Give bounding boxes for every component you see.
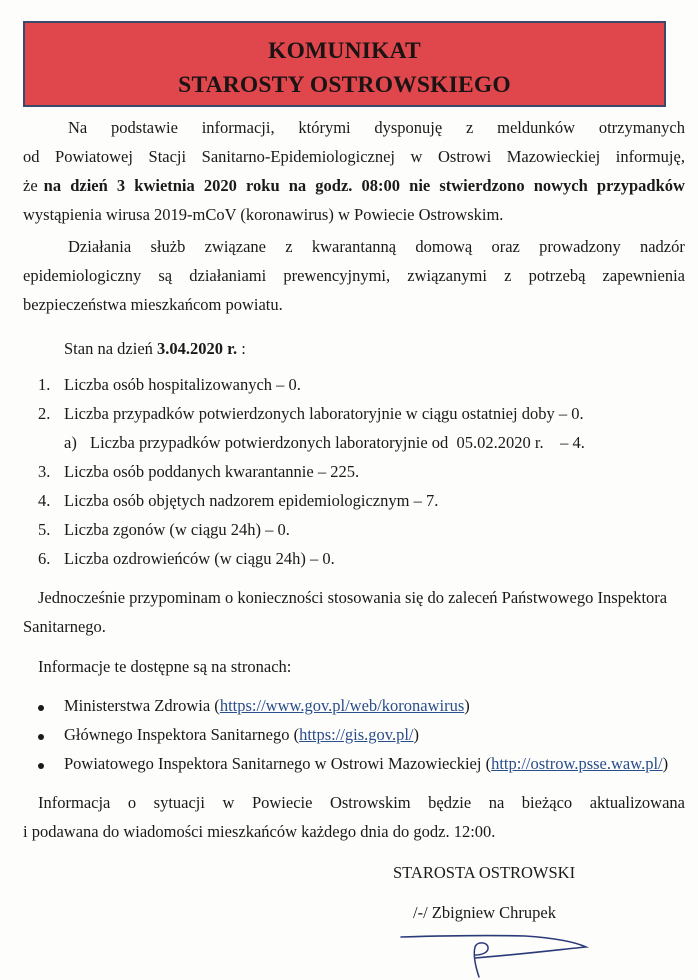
status-prefix: Stan na dzień	[64, 339, 158, 358]
word: w	[222, 793, 235, 812]
source-item-psse	[64, 756, 668, 773]
word: oraz	[491, 237, 520, 256]
stat-item-recovered: Liczba ozdrowieńców (w ciągu 24h) – 0.	[64, 549, 335, 568]
word: dzień	[70, 176, 108, 195]
stat-number: 1.	[38, 375, 51, 394]
intro-line-4: wystąpienia wirusa 2019-mCoV (koronawirus) w Powiecie Ostrowskim.	[23, 205, 504, 224]
word: Informacja	[38, 793, 111, 812]
word: będzie	[428, 793, 472, 812]
word: o	[127, 793, 137, 812]
update-line-2: i podawana do wiadomości mieszkańców każdego dnia do godz. 12:00.	[23, 822, 496, 841]
word: aktualizowana	[589, 793, 685, 812]
intro-line-2	[23, 149, 685, 166]
stat-item-surveillance: Liczba osób objętych nadzorem epidemiologicznym – 7.	[64, 491, 439, 510]
source-suffix: )	[662, 754, 669, 773]
word: Ostrowskim	[329, 793, 411, 812]
word: 08:00	[361, 176, 401, 195]
word: kwietnia	[134, 176, 195, 195]
word: nowych	[533, 176, 588, 195]
word: 3	[116, 176, 126, 195]
intro-prefix: że	[23, 176, 38, 195]
stat-number: 4.	[38, 491, 51, 510]
word: prowadzony	[539, 237, 621, 256]
reminder-line-1: Jednocześnie przypominam o konieczności stosowania się do zaleceń Państwowego Inspektora	[38, 588, 668, 607]
word: służb	[150, 237, 186, 256]
bullet-icon	[38, 734, 44, 740]
word: są	[158, 266, 173, 285]
word: Powiatowej	[55, 147, 133, 166]
word: na	[43, 176, 62, 195]
word: nadzór	[639, 237, 685, 256]
word: zapewnienia	[602, 266, 685, 285]
word: informuję,	[615, 147, 685, 166]
word: otrzymanych	[598, 118, 685, 137]
actions-line-1	[68, 239, 685, 256]
bullet-icon	[38, 763, 44, 769]
word: epidemiologiczny	[23, 266, 142, 285]
handwritten-signature-icon	[395, 925, 595, 980]
word: na	[288, 176, 307, 195]
source-label: Powiatowego Inspektora Sanitarnego w Ostrowi Mazowieckiej (	[64, 754, 492, 773]
word: Sanitarno-Epidemiologicznej	[201, 147, 395, 166]
signature-title: STAROSTA OSTROWSKI	[393, 863, 576, 882]
word: Mazowieckiej	[506, 147, 601, 166]
word: od	[23, 147, 40, 166]
update-line-1	[38, 795, 685, 812]
link-psse-ostrow[interactable]: http://ostrow.psse.waw.pl/	[491, 754, 663, 773]
stat-number: 3.	[38, 462, 51, 481]
word: z	[504, 266, 512, 285]
signature-name: /-/ Zbigniew Chrupek	[413, 903, 556, 922]
stat-item-deaths: Liczba zgonów (w ciągu 24h) – 0.	[64, 520, 290, 539]
word: z	[285, 237, 293, 256]
source-suffix: )	[413, 725, 420, 744]
intro-bold-statement	[44, 178, 685, 195]
header-title: KOMUNIKAT	[268, 38, 421, 64]
source-item-ministry	[64, 698, 470, 715]
actions-line-2	[23, 268, 685, 285]
stat-item-confirmed-total: Liczba przypadków potwierdzonych laboratoryjnie od 05.02.2020 r. – 4.	[90, 433, 585, 452]
word: Działania	[68, 237, 132, 256]
header-subtitle: STAROSTY OSTROWSKIEGO	[178, 72, 511, 98]
word: na	[488, 793, 505, 812]
header-banner	[23, 21, 666, 107]
word: Na	[68, 118, 88, 137]
word: przypadków	[596, 176, 685, 195]
status-date: 3.04.2020 r.	[157, 339, 238, 358]
source-label: Ministerstwa Zdrowia (	[64, 696, 220, 715]
word: potrzebą	[528, 266, 586, 285]
word: godz.	[315, 176, 353, 195]
source-item-gis	[64, 727, 419, 744]
intro-line-3	[23, 178, 685, 195]
word: prewencyjnymi,	[283, 266, 391, 285]
bullet-icon	[38, 705, 44, 711]
word: związane	[204, 237, 266, 256]
source-suffix: )	[464, 696, 470, 715]
link-gov-koronawirus[interactable]: https://www.gov.pl/web/koronawirus	[219, 696, 465, 715]
intro-line-1	[68, 120, 685, 137]
word: informacji,	[201, 118, 275, 137]
word: w	[410, 147, 423, 166]
word: działaniami	[189, 266, 267, 285]
word: z	[466, 118, 474, 137]
word: związanymi	[407, 266, 487, 285]
stat-subnumber: a)	[64, 433, 77, 452]
word: 2020	[203, 176, 237, 195]
word: dysponuję	[374, 118, 443, 137]
stat-number: 2.	[38, 404, 51, 423]
stat-number: 5.	[38, 520, 51, 539]
reminder-line-2: Sanitarnego.	[23, 617, 106, 636]
word: stwierdzono	[439, 176, 525, 195]
word: Ostrowi	[438, 147, 492, 166]
stat-item-hospitalized: Liczba osób hospitalizowanych – 0.	[64, 375, 301, 394]
source-label: Głównego Inspektora Sanitarnego (	[64, 725, 300, 744]
status-suffix: :	[237, 339, 246, 358]
word: Stacji	[148, 147, 187, 166]
word: domową	[415, 237, 473, 256]
stat-item-quarantine: Liczba osób poddanych kwarantannie – 225.	[64, 462, 360, 481]
word: roku	[246, 176, 280, 195]
word: Powiecie	[251, 793, 313, 812]
word: bieżąco	[521, 793, 573, 812]
link-gis[interactable]: https://gis.gov.pl/	[299, 725, 414, 744]
word: meldunków	[497, 118, 576, 137]
sources-intro: Informacje te dostępne są na stronach:	[38, 657, 292, 676]
word: kwarantanną	[311, 237, 397, 256]
word: którymi	[298, 118, 351, 137]
status-date-line	[64, 341, 246, 358]
word: podstawie	[111, 118, 178, 137]
word: sytuacji	[153, 793, 205, 812]
stat-item-confirmed-24h: Liczba przypadków potwierdzonych laboratoryjnie w ciągu ostatniej doby – 0.	[64, 404, 584, 423]
word: nie	[409, 176, 431, 195]
stat-number: 6.	[38, 549, 51, 568]
actions-line-3: bezpieczeństwa mieszkańcom powiatu.	[23, 295, 283, 314]
